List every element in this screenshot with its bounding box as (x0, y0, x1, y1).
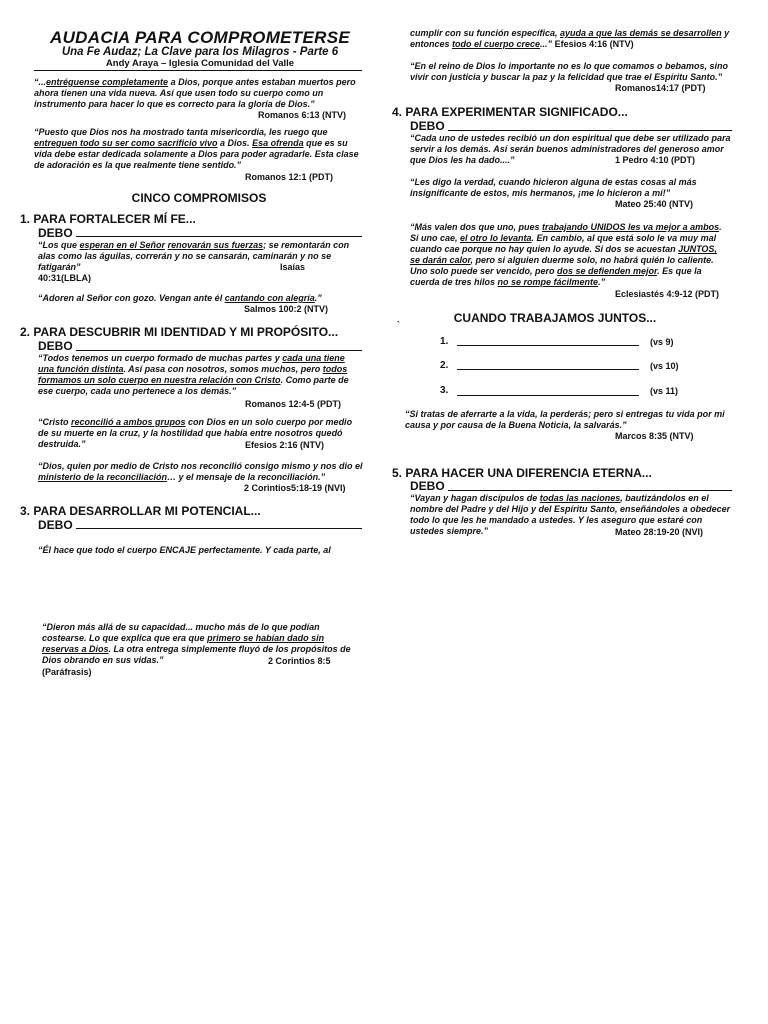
section-2-quote-2: “Cristo reconcilió a ambos grupos con Dios en un solo cuerpo por medio de su muerte en la cruz, y la hostilidad que había entre nosotros quedó destruida.” (38, 417, 353, 449)
section-3-ref-2b: (Paráfrasis) (42, 667, 92, 677)
section-4-blank[interactable] (448, 130, 732, 131)
section-2-quote-3: “Dios, quien por medio de Cristo nos reconcilió consigo mismo y nos dio el ministerio de la reconciliación… y el mensaje de la reconciliación.” (38, 461, 363, 482)
section-3-quote-2: “Dieron más allá de su capacidad... mucho más de lo que podían costearse. Lo que explica que era que primero se habían dado sin reservas a Dios. La otra entrega simplemente fluyó de los propósitos de Dios obrando en sus vidas.” (42, 622, 351, 665)
section-4-ref-1: 1 Pedro 4:10 (PDT) (615, 155, 696, 165)
intro-ref-2: Romanos 12:1 (PDT) (245, 172, 334, 182)
section-4-quote-2: “Les digo la verdad, cuando hicieron alguna de estas cosas al más insignificante de estos, mis hermanos, ¡me lo hicieron a mí!” (410, 177, 697, 198)
section-4-ref-2: Mateo 25:40 (NTV) (615, 199, 694, 209)
juntos-item-2-blank[interactable] (457, 369, 639, 370)
section-3-quote-1: “Él hace que todo el cuerpo ENCAJE perfectamente. Y cada parte, al (38, 545, 331, 555)
juntos-item-1-vs: (vs 9) (650, 337, 674, 347)
section-2-ref-3: 2 Corintios5:18-19 (NVI) (244, 483, 346, 493)
section-5-blank[interactable] (448, 490, 732, 491)
section-1-quote-2: “Adoren al Señor con gozo. Vengan ante él cantando con alegría.” (38, 293, 322, 303)
section-4-ref-3: Eclesiastés 4:9-12 (PDT) (615, 289, 720, 299)
section-2-ref-1: Romanos 12:4-5 (PDT) (245, 399, 342, 409)
section-1-ref-1a: Isaías (280, 262, 306, 272)
intro-quote-1: “...entréguense completamente a Dios, porque antes estaban muertos pero ahora tienen una vida nueva. Así que usen todo su cuerpo como un instrumento para hacer lo que es correcto para la gloria de Dios.” (34, 77, 356, 109)
section-2-debo: DEBO (38, 339, 73, 353)
section-1-ref-2: Salmos 100:2 (NTV) (244, 304, 329, 314)
cinco-compromisos-heading: CINCO COMPROMISOS (131, 191, 267, 205)
intro-quote-2: “Puesto que Dios nos ha mostrado tanta misericordia, les ruego que entreguen todo su ser como sacrificio vivo a Dios. Esa ofrenda que es su vida debe estar dedicada solamente a Dios para poder agradarle. Esta clase de adoración es la que realmente tiene sentido.” (34, 127, 359, 170)
section-4-quote-4: “Si tratas de aferrarte a la vida, la perderás; pero si entregas tu vida por mi causa y por causa de la Buena Noticia, la salvarás.” (405, 409, 725, 430)
author-line: Andy Araya – Iglesia Comunidad del Valle (105, 58, 295, 69)
section-2-blank[interactable] (76, 350, 362, 351)
section-1-debo: DEBO (38, 226, 73, 240)
section-3-ref-2: 2 Corintios 8:5 (268, 656, 331, 666)
section-3-debo: DEBO (38, 518, 73, 532)
juntos-heading: CUANDO TRABAJAMOS JUNTOS... (453, 311, 657, 325)
continuation-ref: Efesios 4:16 (NTV) (554, 39, 634, 49)
page-subtitle: Una Fe Audaz; La Clave para los Milagros - Parte 6 (61, 46, 339, 58)
section-3-heading: 3. PARA DESARROLLAR MI POTENCIAL... (20, 504, 261, 518)
juntos-item-2-vs: (vs 10) (650, 361, 679, 371)
continuation-quote: cumplir con su función específica, ayuda a que las demás se desarrollen y entonces todo el cuerpo crece...” Efesios 4:16 (NTV) (410, 28, 730, 49)
section-5-debo: DEBO (410, 479, 445, 493)
header-divider (34, 70, 362, 71)
section-1-blank[interactable] (76, 236, 362, 237)
section-5-quote-1: “Vayan y hagan discípulos de todas las naciones, bautizándolos en el nombre del Padre y del Hijo y del Espíritu Santo, enseñándoles a obedecer todo lo que les he mandado a ustedes. Y les aseguro que estaré con ustedes siempre.” (410, 493, 731, 536)
juntos-item-3-vs: (vs 11) (650, 386, 679, 396)
section-4-ref-4: Marcos 8:35 (NTV) (615, 431, 694, 441)
juntos-item-1-num: 1. (440, 336, 449, 347)
section-4-debo: DEBO (410, 119, 445, 133)
section-1-heading: 1. PARA FORTALECER MÍ FE... (20, 212, 196, 226)
section-1-quote-1: “Los que esperan en el Señor renovarán sus fuerzas; se remontarán con alas como las águilas, correrán y no se cansarán, caminarán y no se fatigarán” (38, 240, 350, 272)
reino-ref: Romanos14:17 (PDT) (615, 83, 706, 93)
juntos-item-2-num: 2. (440, 360, 449, 371)
section-4-quote-3: “Más valen dos que uno, pues trabajando UNIDOS les va mejor a ambos. Si uno cae, el otro lo levanta. En cambio, al que está solo le va muy mal cuando cae porque no hay quien lo ayude. Si dos se acuestan JUNTOS, se darán calor, pero si alguien duerme solo, no habrá quién lo caliente. Uno solo puede ser vencido, pero dos se defienden mejor. Es que la cuerda de tres hilos no se rompe fácilmente.” (410, 222, 722, 287)
juntos-item-3-num: 3. (440, 385, 449, 396)
section-2-ref-2: Efesios 2:16 (NTV) (245, 440, 325, 450)
section-1-ref-1b: 40:31(LBLA) (38, 273, 92, 283)
section-4-heading: 4. PARA EXPERIMENTAR SIGNIFICADO... (392, 105, 628, 119)
juntos-item-3-blank[interactable] (457, 395, 639, 396)
page-title: AUDACIA PARA COMPROMETERSE (50, 28, 350, 47)
section-5-ref-1: Mateo 28:19-20 (NVI) (615, 527, 704, 537)
section-4-quote-1: “Cada uno de ustedes recibió un don espiritual que debe ser utilizado para servir a los demás. Así serán buenos administradores del generoso amor que Dios les ha dado....” (410, 133, 731, 165)
section-2-quote-1: “Todos tenemos un cuerpo formado de muchas partes y cada una tiene una función distinta. Así pasa con nosotros, somos muchos, pero todos formamos un solo cuerpo en nuestra relación con Cristo. Como parte de ese cuerpo, cada uno pertenece a los demás.” (38, 353, 349, 396)
section-2-heading: 2. PARA DESCUBRIR MI IDENTIDAD Y MI PROPÓSITO... (20, 325, 339, 339)
reino-quote: “En el reino de Dios lo importante no es lo que comamos o bebamos, sino vivir con justicia y buscar la paz y la felicidad que trae el Espíritu Santo.” (410, 61, 729, 82)
juntos-item-1-blank[interactable] (457, 345, 639, 346)
section-3-blank[interactable] (76, 528, 362, 529)
intro-ref-1: Romanos 6:13 (NTV) (258, 110, 347, 120)
section-5-heading: 5. PARA HACER UNA DIFERENCIA ETERNA... (392, 466, 652, 480)
stray-mark: ` (397, 320, 400, 330)
